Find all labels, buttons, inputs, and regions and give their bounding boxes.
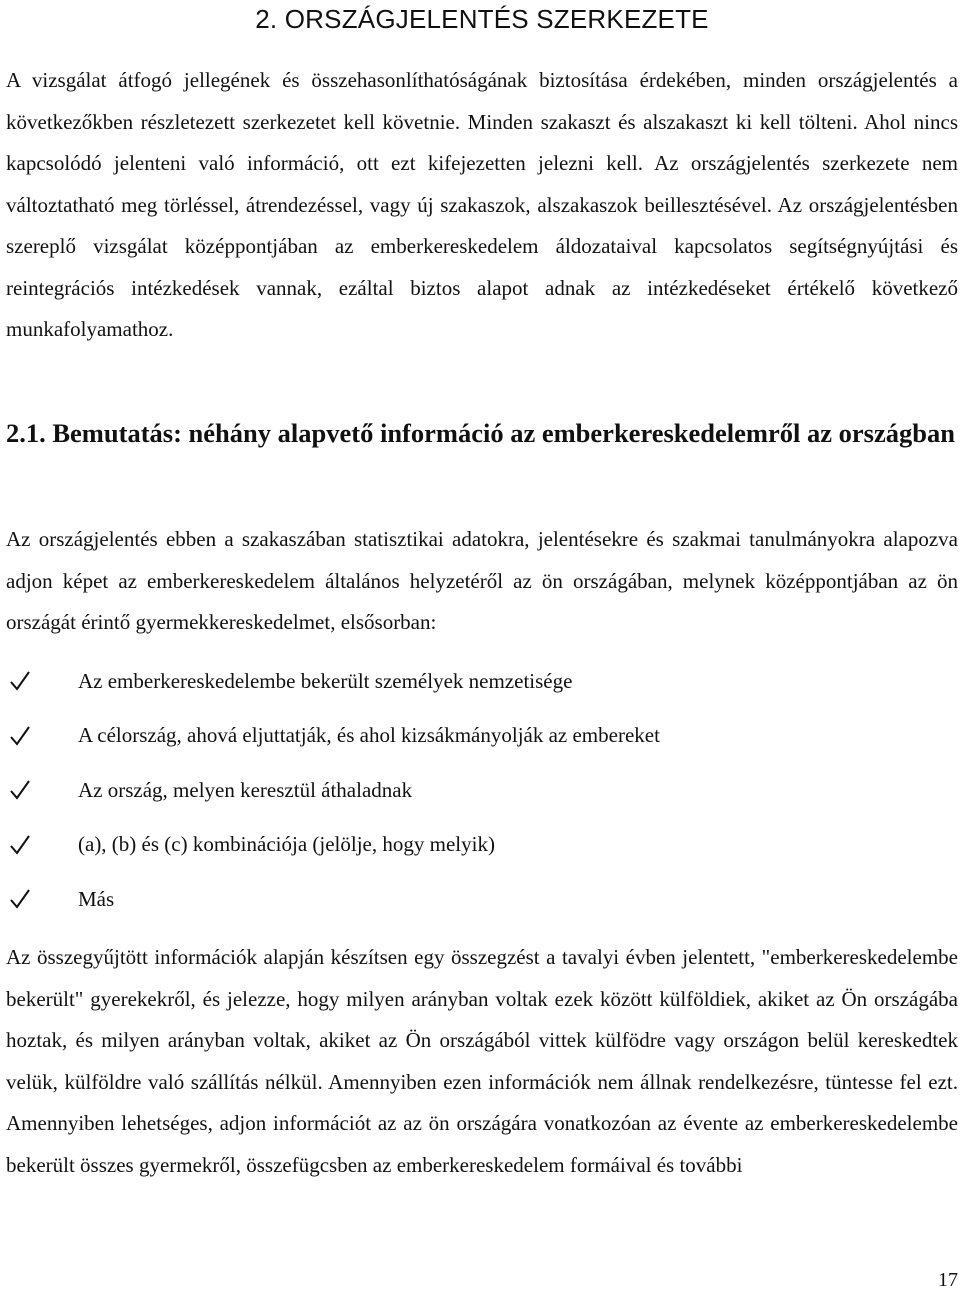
section-heading: 2.1. Bemutatás: néhány alapvető információ az emberkereskedelemről az országban bbox=[6, 418, 955, 448]
checklist-item-label: A célország, ahová eljuttatják, és ahol kizsákmányolják az embereket bbox=[78, 723, 660, 748]
checklist-item-label: Az ország, melyen keresztül áthaladnak bbox=[78, 777, 413, 802]
closing-paragraph: Az összegyűjtött információk alapján készítsen egy összegzést a tavalyi évben jelentett, "emberkereskedelembe bekerült" gyerekekről, és jelezze, hogy milyen arányban voltak ezek között külföldiek, akiket az Ön országába hoztak, és milyen arányban voltak, akiket az Ön országából vittek külfödre vagy országon belül kereskedtek velük, külföldre való szállítás nélkül. Amennyiben ezen információk nem állnak rendelkezésre, tüntesse fel ezt. Amennyiben lehetséges, adjon információt az az ön országára vonatkozóan az évente az emberkereskedelembe bekerült összes gyermekről, összefügcsben az emberkereskedelem formáival és további bbox=[6, 945, 958, 1177]
checkmark-icon bbox=[8, 669, 48, 693]
intro-paragraph: A vizsgálat átfogó jellegének és összehasonlíthatóságának biztosítása érdekében, minden országjelentés a következőkben részletezett szerkezetet kell követnie. Minden szakaszt és alszakaszt ki kell tölteni. Ahol nincs kapcsolódó jelenteni való információ, ott ezt kifejezetten jelezni kell. Az országjelentés szerkezete nem változtatható meg törléssel, átrendezéssel, vagy új szakaszok, alszakaszok beillesztésével. Az országjelentésben szereplő vizsgálat középpontjában az emberkereskedelem áldozataival kapcsolatos segítségnyújtási és reintegrációs intézkedések vannak, ezáltal biztos alapot adnak az intézkedéseket értékelő következő munkafolyamathoz. bbox=[6, 68, 958, 341]
checklist-item bbox=[6, 763, 958, 818]
checklist-item bbox=[6, 818, 958, 873]
checklist-item bbox=[6, 709, 958, 764]
checkmark-icon bbox=[8, 778, 48, 802]
checkmark-icon bbox=[8, 833, 48, 857]
checklist-item-label: Az emberkereskedelembe bekerült személyek nemzetisége bbox=[78, 668, 573, 693]
checkmark-icon bbox=[8, 724, 48, 748]
checklist-item-label: Más bbox=[78, 886, 115, 911]
checklist-item bbox=[6, 654, 958, 709]
section-paragraph: Az országjelentés ebben a szakaszában statisztikai adatokra, jelentésekre és szakmai tanulmányokra alapozva adjon képet az emberkereskedelem általános helyzetéről az ön országában, melynek középpontjában az ön országát érintő gyermekkereskedelmet, elsősorban: bbox=[6, 527, 958, 634]
checklist bbox=[6, 654, 958, 927]
checklist-item-label: (a), (b) és (c) kombinációja (jelölje, hogy melyik) bbox=[78, 832, 495, 857]
page-title: 2. ORSZÁGJELENTÉS SZERKEZETE bbox=[255, 4, 709, 34]
checklist-item bbox=[6, 872, 958, 927]
page-number: 17 bbox=[938, 1269, 958, 1291]
checkmark-icon bbox=[8, 887, 48, 911]
